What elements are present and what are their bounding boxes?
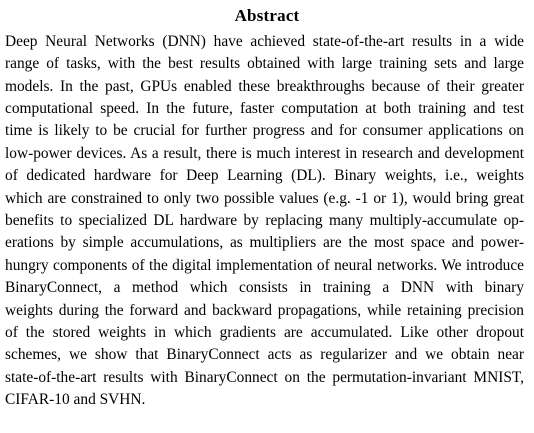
abstract-line: of dedicated hardware for Deep Learning (DL). Binary weights, i.e., weights — [5, 167, 524, 184]
abstract-line: state-of-the-art results with BinaryConnect on the permutation-invariant MNIST, — [5, 369, 524, 386]
abstract-line: range of tasks, with the best results obtained with large training sets and large — [5, 55, 524, 72]
abstract-line: CIFAR-10 and SVHN. — [5, 391, 146, 408]
abstract-line: models. In the past, GPUs enabled these breakthroughs because of their greater — [5, 78, 524, 95]
abstract-heading: Abstract — [234, 6, 300, 25]
abstract-line: schemes, we show that BinaryConnect acts as regularizer and we obtain near — [5, 346, 524, 363]
abstract-line: Deep Neural Networks (DNN) have achieved state-of-the-art results in a wide — [5, 33, 524, 50]
abstract-line: computational speed. In the future, faster computation at both training and test — [5, 100, 524, 117]
abstract-line: of the stored weights in which gradients are accumulated. Like other dropout — [5, 324, 524, 341]
abstract-line: hungry components of the digital implementation of neural networks. We introduce — [5, 257, 524, 274]
abstract-line: erations by simple accumulations, as multipliers are the most space and power- — [5, 234, 524, 251]
abstract-line: low-power devices. As a result, there is much interest in research and development — [5, 145, 524, 162]
abstract-line: which are constrained to only two possible values (e.g. -1 or 1), would bring great — [5, 190, 524, 207]
abstract-line: time is likely to be crucial for further progress and for consumer applications on — [5, 122, 524, 139]
abstract-line: weights during the forward and backward propagations, while retaining precision — [5, 302, 524, 319]
abstract-line: BinaryConnect, a method which consists in training a DNN with binary — [5, 279, 524, 296]
abstract-line: benefits to specialized DL hardware by replacing many multiply-accumulate op- — [5, 212, 524, 229]
